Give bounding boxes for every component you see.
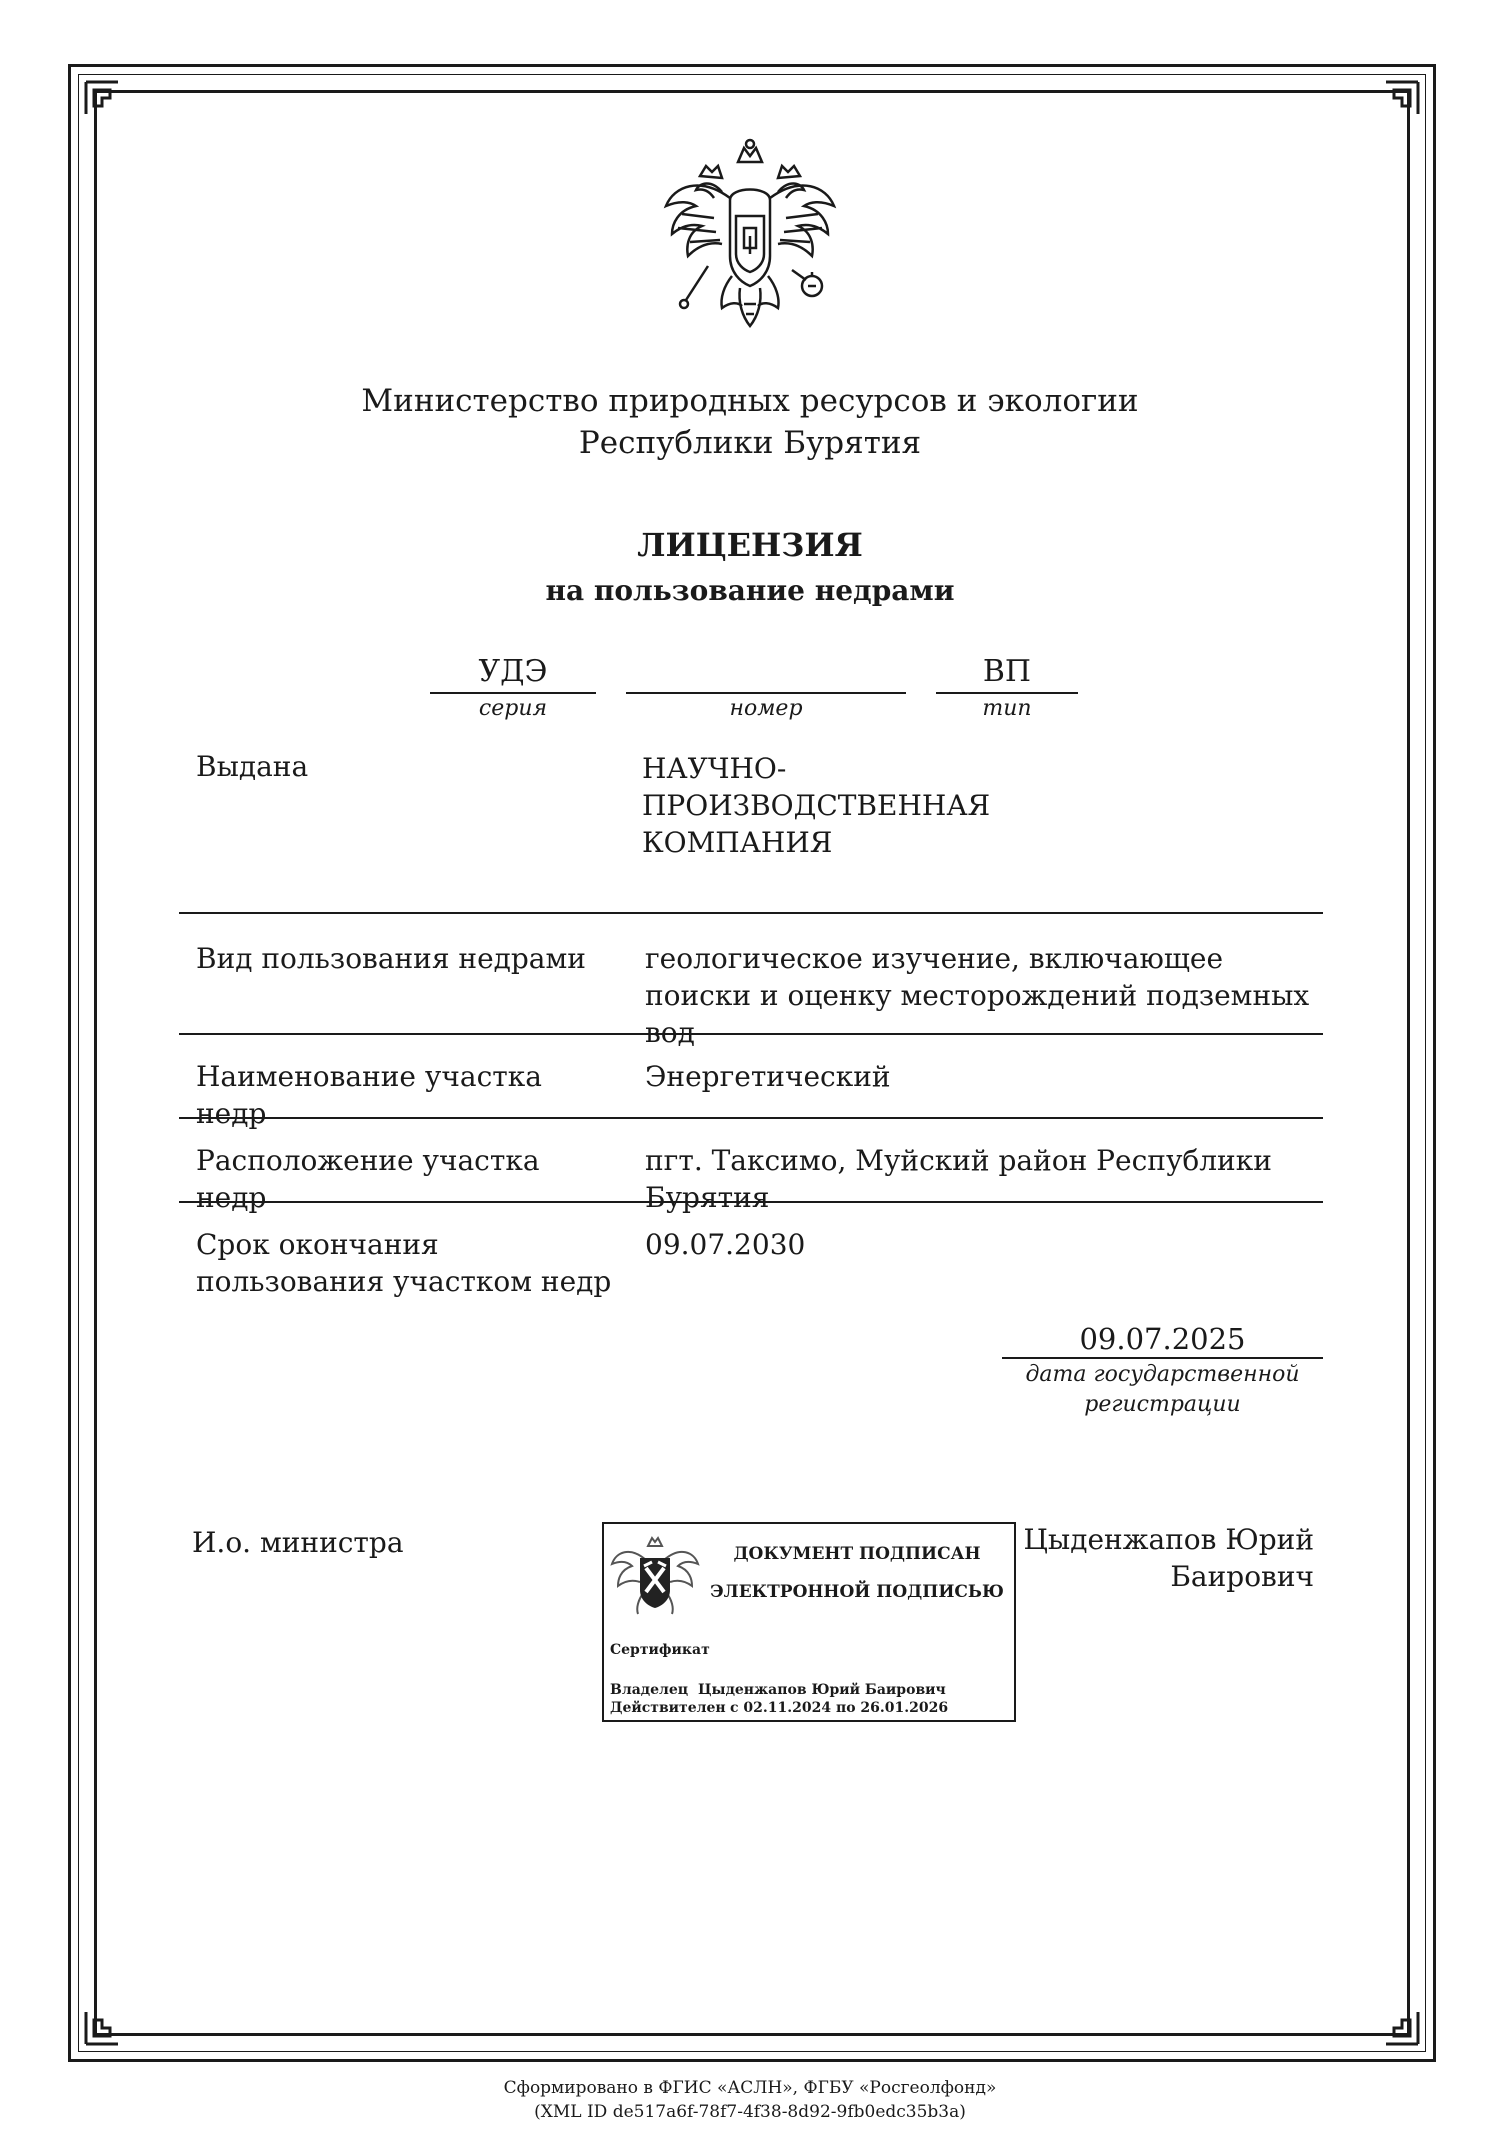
document-subtitle: на пользование недрами [545,574,955,607]
registration-date: 09.07.2025 [1079,1322,1246,1356]
series-caption: серия [478,696,548,721]
table-divider [179,1117,1323,1119]
table-divider [179,1201,1323,1203]
document-title: ЛИЦЕНЗИЯ [637,526,863,564]
row-label-site-name: Наименование участка недр [196,1060,542,1130]
stamp-valid-label: Действителен [610,1700,726,1716]
registration-line [1002,1357,1323,1359]
stamp-owner-label: Владелец [610,1682,689,1698]
footer-line-1: Сформировано в ФГИС «АСЛН», ФГБУ «Росгеолфонд» [503,2078,997,2098]
stamp-owner-value: Цыденжапов Юрий Баирович [698,1682,946,1698]
signature-stamp [602,1522,1016,1722]
stamp-line-1: ДОКУМЕНТ ПОДПИСАН [733,1544,981,1564]
corner-ornament-icon [1382,2008,1422,2048]
series-value: УДЭ [478,654,548,689]
type-line [936,692,1078,694]
registration-caption: дата государственной регистрации [1025,1362,1300,1417]
table-divider [179,1033,1323,1035]
row-value-usage-type: геологическое изучение, включающее поиски и оценку месторождений подземных вод [645,942,1310,1049]
stamp-certificate-label: Сертификат [610,1642,710,1658]
row-value-expiry: 09.07.2030 [645,1228,806,1261]
row-value-site-name: Энергетический [645,1060,891,1093]
type-caption: тип [982,696,1032,721]
corner-ornament-icon [82,78,122,118]
stamp-valid-value: с 02.11.2024 по 26.01.2026 [730,1700,949,1716]
row-label-site-location: Расположение участка недр [196,1144,540,1214]
row-label-expiry: Срок окончания пользования участком недр [196,1228,612,1298]
footer-xml-id: (XML ID de517a6f-78f7-4f38-8d92-9fb0edc35b3a) [534,2102,966,2122]
footer-source [300,2076,1200,2124]
row-label-usage-type: Вид пользования недрами [196,942,586,975]
row-value-site-location: пгт. Таксимо, Муйский район Республики Бурятия [645,1144,1272,1214]
number-line [626,692,906,694]
table-divider [179,912,1323,914]
number-caption: номер [729,696,803,721]
issued-label: Выдана [196,750,309,783]
signer-name: Цыденжапов Юрий Баирович [1023,1523,1314,1593]
signer-role: И.о. министра [192,1526,404,1559]
corner-ornament-icon [1382,78,1422,118]
emblem-icon [610,1532,700,1618]
corner-ornament-icon [82,2008,122,2048]
series-line [430,692,596,694]
ministry-name: Министерство природных ресурсов и экологии Республики Бурятия [361,383,1139,461]
stamp-line-2: ЭЛЕКТРОННОЙ ПОДПИСЬЮ [710,1582,1004,1602]
coat-of-arms-icon [660,136,840,332]
issued-to-value: НАУЧНО-ПРОИЗВОДСТВЕННАЯ КОМПАНИЯ [642,752,991,859]
type-value: ВП [982,654,1032,689]
